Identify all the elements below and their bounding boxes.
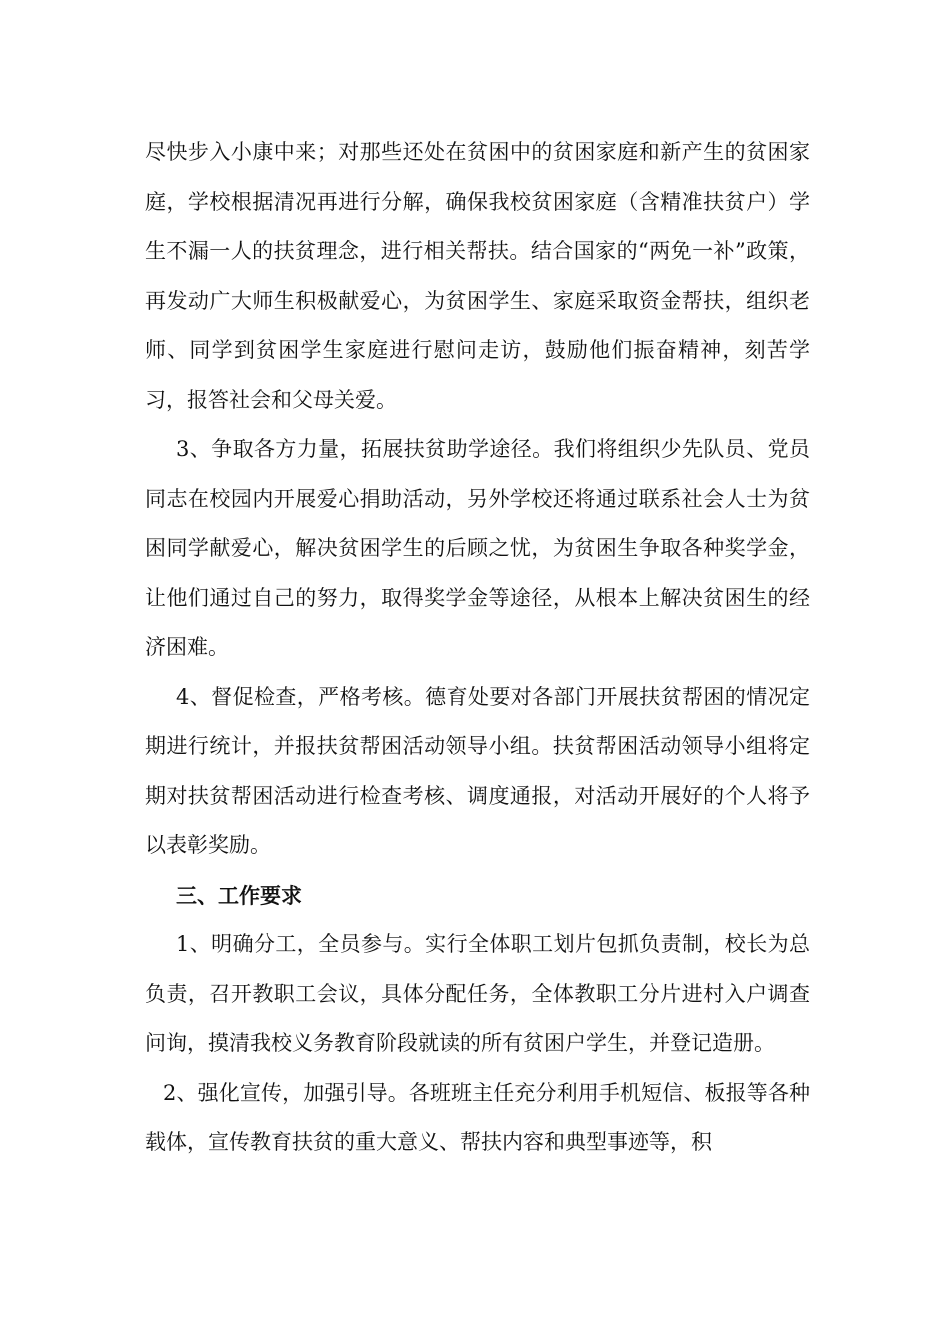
paragraph-item-4: 4、督促检查，严格考核。德育处要对各部门开展扶贫帮困的情况定期进行统计，并报扶贫帮困活动领导小组。扶贫帮困活动领导小组将定期对扶贫帮困活动进行检查考核、调度通报，对活动开展好的个人将予以表彰奖励。 [145, 684, 810, 857]
document-body [145, 128, 810, 1168]
paragraph-requirement-2: 2、强化宣传，加强引导。各班班主任充分利用手机短信、板报等各种载体，宣传教育扶贫的重大意义、帮扶内容和典型事迹等，积 [145, 1080, 810, 1154]
paragraph-item-3: 3、争取各方力量，拓展扶贫助学途径。我们将组织少先队员、党员同志在校园内开展爱心捐助活动，另外学校还将通过联系社会人士为贫困同学献爱心，解决贫困学生的后顾之忧，为贫困生争取各种奖学金，让他们通过自己的努力，取得奖学金等途径，从根本上解决贫困生的经济困难。 [145, 437, 810, 659]
paragraph-continuation: 尽快步入小康中来；对那些还处在贫困中的贫困家庭和新产生的贫困家庭，学校根据清况再进行分解，确保我校贫困家庭（含精准扶贫户）学生不漏一人的扶贫理念，进行相关帮扶。结合国家的“两免一补”政策，再发动广大师生积极献爱心，为贫困学生、家庭采取资金帮扶，组织老师、同学到贫困学生家庭进行慰问走访，鼓励他们振奋精神，刻苦学习，报答社会和父母关爱。 [145, 140, 810, 412]
paragraph-requirement-1: 1、明确分工，全员参与。实行全体职工划片包抓负责制，校长为总负责，召开教职工会议，具体分配任务，全体教职工分片进村入户调查问询，摸清我校义务教育阶段就读的所有贫困户学生，并登记造册。 [145, 932, 810, 1055]
section-heading: 三、工作要求 [176, 882, 302, 908]
